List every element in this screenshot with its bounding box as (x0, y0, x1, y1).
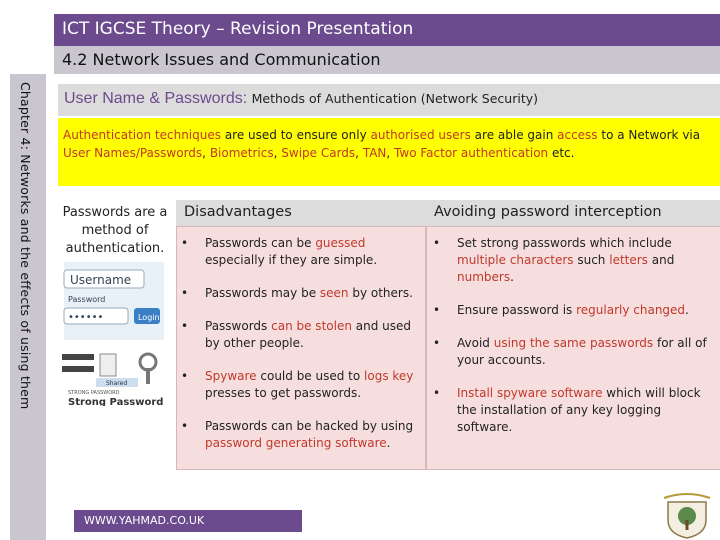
strong-small-label: STRONG PASSWORD (68, 390, 120, 396)
disadvantage-item-2: • Passwords may be seen by others. (181, 286, 413, 300)
avoiding-item-2: • Ensure password is regularly changed. (433, 303, 689, 317)
school-crest-icon (660, 492, 714, 540)
intro-t8: , (202, 146, 210, 160)
presentation-title: ICT IGCSE Theory – Revision Presentation (62, 19, 414, 39)
section-subtitle: 4.2 Network Issues and Communication (62, 50, 381, 69)
avoiding-title: Avoiding password interception (434, 204, 662, 220)
disadvantages-column (176, 226, 426, 470)
chapter-label: Chapter 4: Networks and the effects of using them (18, 82, 33, 410)
intro-t12: , (355, 146, 363, 160)
username-label: Username (70, 273, 132, 287)
intro-t1: Authentication techniques (63, 128, 221, 142)
login-label: Login (138, 313, 160, 322)
intro-t10: , (273, 146, 282, 160)
topic-heading-main: User Name & Passwords: (64, 90, 248, 107)
intro-t6: to a Network via (597, 128, 701, 142)
avoiding-header (426, 200, 720, 226)
intro-t14: , (386, 146, 395, 160)
subtitle-bar (54, 46, 720, 74)
avoiding-item-3: • Avoid using the same passwords for all of your accounts. (433, 336, 707, 367)
disadvantage-item-4: • Spyware could be used to logs key presses to get passwords. (181, 369, 414, 400)
intro-text (63, 126, 713, 162)
disadvantages-title: Disadvantages (184, 204, 292, 220)
intro-t16: etc. (548, 146, 575, 160)
disadvantage-item-5: • Passwords can be hacked by using password generating software. (181, 419, 414, 450)
disadvantages-header (176, 200, 426, 226)
footer-website: WWW.YAHMAD.CO.UK (84, 514, 205, 527)
login-screen-image (62, 262, 174, 406)
intro-t2: are used to ensure only (221, 128, 371, 142)
intro-t13: TAN (362, 146, 387, 160)
title-bar (54, 14, 720, 46)
intro-t11: Swipe Cards (281, 146, 356, 160)
intro-t5: access (557, 128, 598, 142)
strong-password-label: Strong Password (68, 397, 164, 406)
intro-t4: are able gain (470, 128, 558, 142)
topic-heading (64, 90, 538, 108)
svg-text:••••••: •••••• (68, 312, 104, 323)
avoiding-column (426, 226, 720, 470)
disadvantage-item-1: • Passwords can be guessed especially if they are simple. (181, 236, 378, 267)
intro-t9: Biometrics (209, 146, 274, 160)
password-label: Password (68, 295, 106, 304)
intro-t3: authorised users (370, 128, 471, 142)
intro-box (58, 118, 720, 186)
topic-heading-suffix: Methods of Authentication (Network Security) (251, 91, 538, 106)
footer-bar (74, 510, 302, 532)
avoiding-item-1: • Set strong passwords which include multiple characters such letters and numbers. (433, 236, 675, 284)
intro-t15: Two Factor authentication (394, 146, 549, 160)
intro-t7: User Names/Passwords (63, 146, 203, 160)
avoiding-item-4: • Install spyware software which will block the installation of any key logging software. (433, 386, 701, 434)
password-illustration (62, 262, 174, 406)
disadvantage-item-3: • Passwords can be stolen and used by other people. (181, 319, 411, 350)
topic-heading-bar (58, 84, 720, 116)
shared-label: Shared (106, 380, 128, 387)
passwords-caption: Passwords are a method of authentication. (62, 205, 168, 256)
